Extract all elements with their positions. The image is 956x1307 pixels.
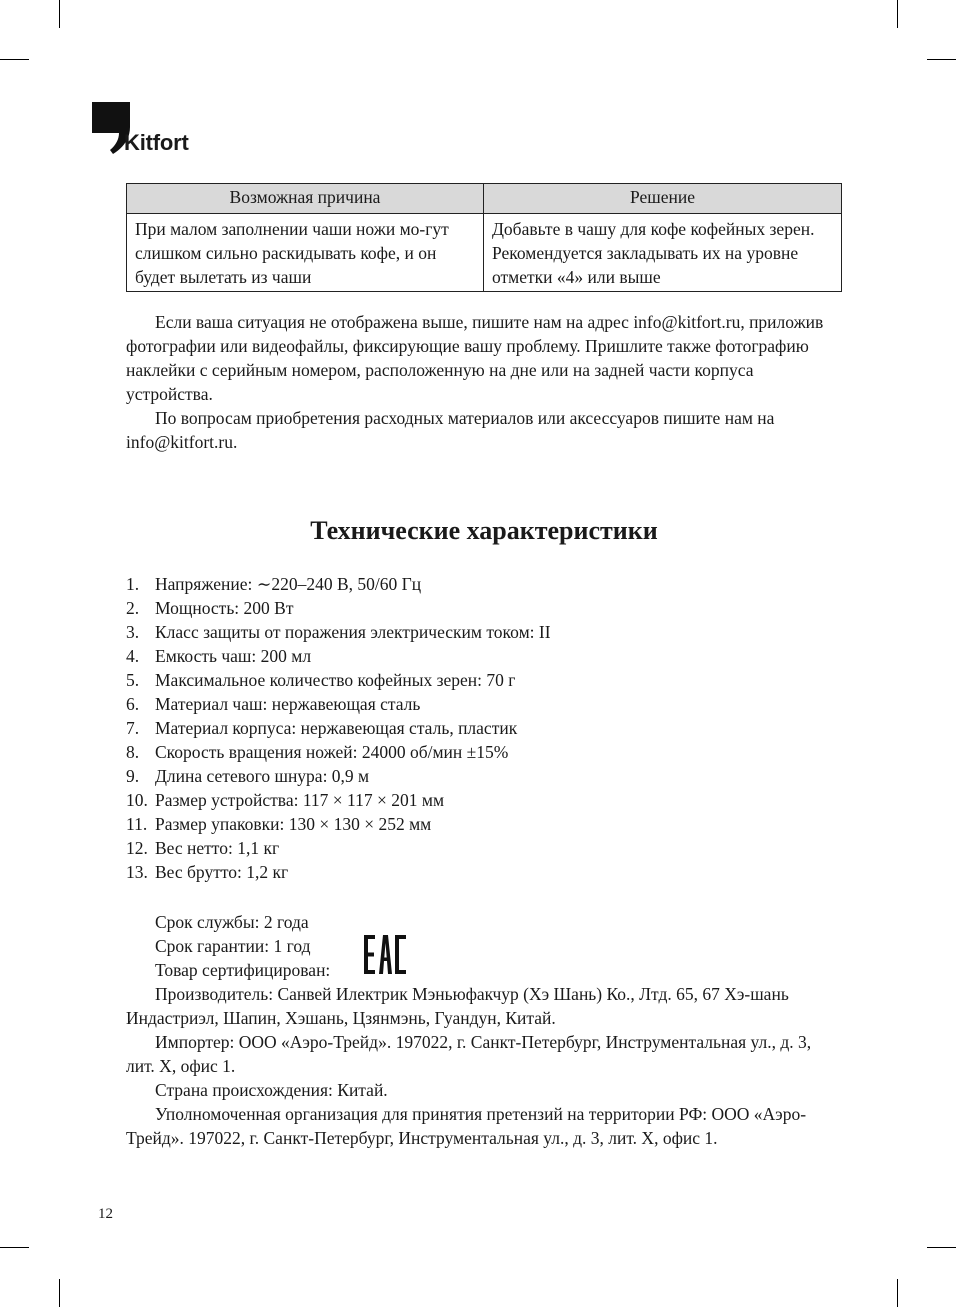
crop-mark: [897, 1279, 898, 1307]
troubleshooting-table: [126, 183, 842, 292]
solution-cell: Добавьте в чашу для кофе кофейных зерен. Рекомендуется закладывать их на уровне отметки «4» или выше: [484, 214, 842, 292]
list-item: 2. Мощность: 200 Вт: [126, 598, 294, 618]
crop-mark: [897, 0, 898, 28]
claims-organization: Уполномоченная организация для принятия претензий на территории РФ: ООО «Аэро-Трейд». 197022, г. Санкт-Петербург, Инструментальная ул., д. 3, лит. Х, офис 1.: [126, 1104, 807, 1148]
list-item: 7. Материал корпуса: нержавеющая сталь, пластик: [126, 718, 518, 738]
list-item: 3. Класс защиты от поражения электрическим током: II: [126, 622, 551, 642]
list-item: 4. Емкость чаш: 200 мл: [126, 646, 312, 666]
cause-cell: При малом заполнении чаши ножи мо-гут слишком сильно раскидывать кофе, и он будет вылетать из чаши: [127, 214, 484, 292]
contact-paragraph: Если ваша ситуация не отображена выше, пишите нам на адрес info@kitfort.ru, приложив фотографии или видеофайлы, фиксирующие вашу проблему. Пришлите также фотографию наклейки с серийным номером, расположенную на дне или на задней части корпуса устройства.: [126, 312, 824, 404]
table-row: [127, 214, 842, 292]
list-item: 12. Вес нетто: 1,1 кг: [126, 838, 280, 858]
list-item: 13. Вес брутто: 1,2 кг: [126, 862, 289, 882]
importer: Импортер: ООО «Аэро-Трейд». 197022, г. Санкт-Петербург, Инструментальная ул., д. 3, лит. Х, офис 1.: [126, 1032, 812, 1076]
crop-mark: [0, 59, 29, 60]
list-item: 11. Размер упаковки: 130 × 130 × 252 мм: [126, 814, 432, 834]
crop-mark: [927, 59, 956, 60]
warranty: Срок гарантии: 1 год: [155, 936, 311, 956]
country-of-origin: Страна происхождения: Китай.: [155, 1080, 388, 1100]
list-item: 8. Скорость вращения ножей: 24000 об/мин ±15%: [126, 742, 509, 762]
table-header-row: [127, 184, 842, 214]
service-life: Срок службы: 2 года: [155, 912, 309, 932]
manufacturer: Производитель: Санвей Илектрик Мэньюфакчур (Хэ Шань) Ко., Лтд. 65, 67 Хэ-шань Индастриэл, Шапин, Хэшань, Цзянмэнь, Гуандун, Китай.: [126, 984, 789, 1028]
crop-mark: [59, 1279, 60, 1307]
list-item: 9. Длина сетевого шнура: 0,9 м: [126, 766, 370, 786]
column-header-solution: Решение: [484, 184, 842, 214]
eac-certification-icon: [364, 935, 406, 974]
list-item: 5. Максимальное количество кофейных зерен: 70 г: [126, 670, 516, 690]
column-header-cause: Возможная причина: [127, 184, 484, 214]
crop-mark: [927, 1247, 956, 1248]
list-item: 6. Материал чаш: нержавеющая сталь: [126, 694, 421, 714]
certified-label: Товар сертифицирован:: [155, 960, 331, 980]
crop-mark: [0, 1247, 29, 1248]
crop-mark: [59, 0, 60, 28]
specs-list: [126, 572, 842, 884]
brand-name: Kitfort: [124, 130, 189, 155]
list-item: 1. Напряжение: ∼220–240 В, 50/60 Гц: [126, 574, 422, 594]
accessories-paragraph: По вопросам приобретения расходных материалов или аксессуаров пишите нам на info@kitfort.ru.: [126, 408, 775, 452]
specs-title: Технические характеристики: [310, 516, 658, 545]
list-item: 10. Размер устройства: 117 × 117 × 201 мм: [126, 790, 445, 810]
page-number: 12: [98, 1206, 113, 1222]
